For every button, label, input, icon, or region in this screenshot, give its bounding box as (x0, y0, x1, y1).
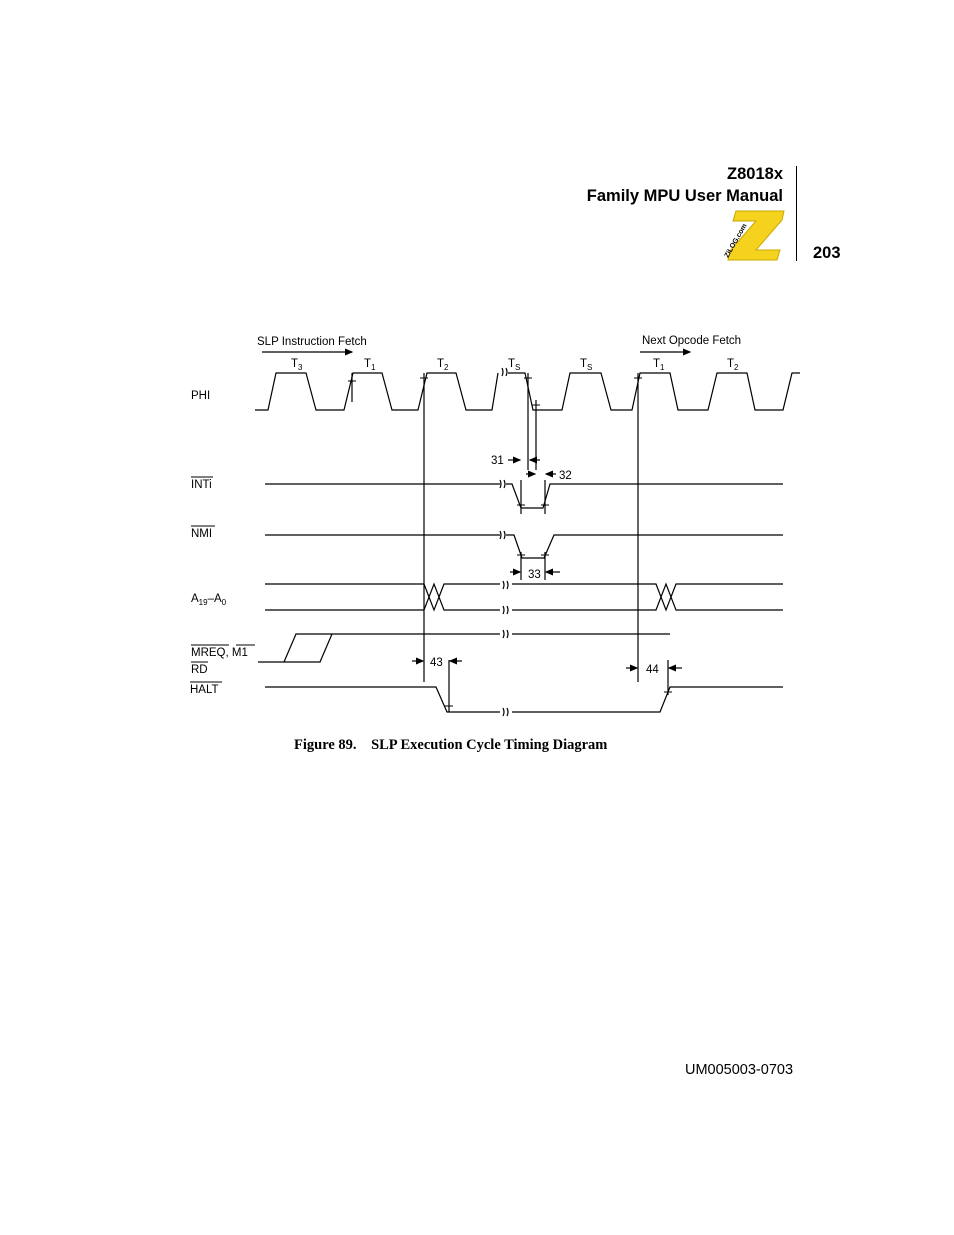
phi-waveform (255, 373, 498, 410)
param-44: 44 (646, 664, 659, 676)
figure-caption (294, 737, 607, 754)
address-bus-bottom (265, 584, 500, 610)
document-id: UM005003-0703 (685, 1062, 794, 1078)
figure-title: SLP Execution Cycle Timing Diagram (371, 737, 608, 753)
document-title-line1: Z8018x (727, 165, 783, 183)
halt-waveform (265, 687, 500, 712)
break-mark (503, 581, 508, 589)
break-mark (502, 368, 507, 376)
param-31: 31 (491, 455, 504, 467)
signal-label-halt: HALT (190, 684, 219, 696)
mreq-waveform-fall (284, 634, 355, 662)
break-mark (503, 630, 508, 638)
signal-label-nmi: NMI (191, 528, 213, 540)
address-bus-top-cont (512, 584, 783, 610)
document-title-line2: Family MPU User Manual (586, 187, 783, 205)
state-label: $T_1$ (364, 358, 376, 372)
state-label: $T_2$ (727, 358, 739, 372)
break-mark (503, 708, 508, 716)
figure-number: Figure 89. (294, 737, 357, 753)
signal-label-mreq: MREQ, M1 (191, 647, 248, 659)
signal-label-inti: INTi (191, 479, 212, 491)
param-33: 33 (528, 569, 541, 581)
page-number: 203 (813, 244, 841, 262)
signal-label-address: $A_{19}-A_0$ (191, 593, 227, 607)
phi-waveform-cont (508, 373, 800, 410)
state-label: $T_S$ (580, 358, 593, 372)
state-label: $T_2$ (437, 358, 449, 372)
state-label: $T_1$ (653, 358, 665, 372)
address-bus-top (265, 584, 500, 610)
break-mark (500, 531, 505, 539)
slp-fetch-label: SLP Instruction Fetch (257, 336, 367, 348)
signal-label-phi: PHI (191, 390, 211, 402)
param-43: 43 (430, 657, 443, 669)
state-label: $T_3$ (291, 358, 303, 372)
state-label: $T_S$ (508, 358, 521, 372)
next-fetch-label: Next Opcode Fetch (642, 335, 742, 347)
inti-waveform-cont (506, 484, 783, 508)
halt-waveform-cont (512, 687, 783, 712)
signal-label-rd: RD (191, 664, 208, 676)
mreq-waveform-rise (258, 634, 332, 662)
param-32: 32 (559, 470, 572, 482)
break-mark (503, 606, 508, 614)
address-bus-bottom-cont (512, 584, 783, 610)
logo-text: ZiLOG.com (723, 222, 749, 259)
break-mark (500, 480, 505, 488)
